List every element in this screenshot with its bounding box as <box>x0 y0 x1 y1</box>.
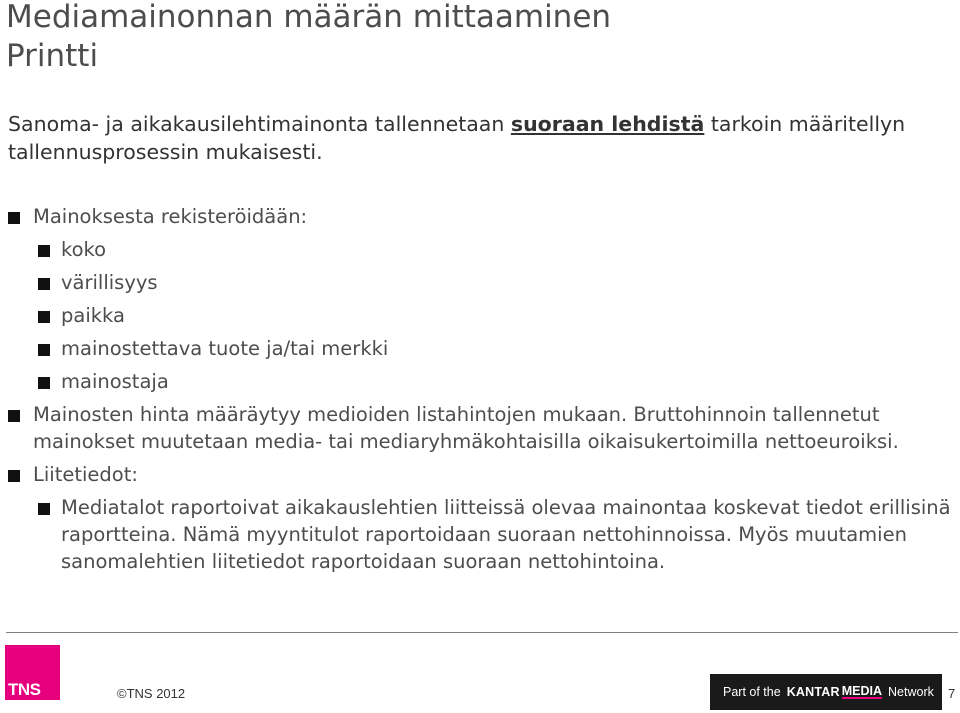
sub-bullet-item <box>0 302 960 329</box>
bullet-text: paikka <box>61 304 125 327</box>
copyright-notice: ©TNS 2012 <box>117 686 186 701</box>
bullet-square-icon <box>38 245 50 257</box>
bullet-text: Mainosten hinta määräytyy medioiden listahintojen mukaan. Bruttohinnoin tallennetut mainokset muutetaan media- tai mediaryhmäkohtaisilla oikaisukertoimilla nettoeuroiksi. <box>33 403 899 453</box>
slide-title-line1: Mediamainonnan määrän mittaaminen <box>6 0 612 35</box>
kantar-media-text: MEDIA <box>841 684 883 698</box>
bullet-text: Liitetiedot: <box>33 463 138 486</box>
bullet-square-icon <box>38 377 50 389</box>
footer-divider <box>6 632 958 633</box>
sub-bullet-item <box>0 269 960 296</box>
sub-bullet-item <box>0 494 960 575</box>
bullet-item <box>0 461 960 488</box>
sub-bullet-item <box>0 335 960 362</box>
bullet-square-icon <box>8 212 20 224</box>
bullet-item <box>0 401 960 455</box>
bullet-square-icon <box>8 470 20 482</box>
bullet-text: mainostaja <box>61 370 169 393</box>
bullet-text: mainostettava tuote ja/tai merkki <box>61 337 389 360</box>
bullet-text: Mediatalot raportoivat aikakauslehtien liitteissä olevaa mainontaa koskevat tiedot erillisinä raportteina. Nämä myyntitulot raportoidaan suoraan nettohinnoissa. Myös muutamien sanomalehtien liitetiedot raportoidaan suoraan nettohintoina. <box>61 496 951 573</box>
bullet-square-icon <box>38 311 50 323</box>
kantar-part-text: Part of the <box>723 685 781 699</box>
kantar-network-text: Network <box>888 685 934 699</box>
kantar-media-network-badge <box>710 674 942 710</box>
sub-bullet-item <box>0 368 960 395</box>
bullet-text: koko <box>61 238 107 261</box>
kantar-brand-text: KANTAR <box>786 685 840 699</box>
bullet-square-icon <box>8 410 20 422</box>
bullet-text: värillisyys <box>61 271 158 294</box>
tns-logo <box>5 645 60 700</box>
intro-paragraph <box>8 110 948 166</box>
page-number: 7 <box>948 686 956 701</box>
bullet-square-icon <box>38 344 50 356</box>
intro-text-emphasis: suoraan lehdistä <box>510 112 705 136</box>
slide-title-line2: Printti <box>6 38 99 74</box>
bullet-square-icon <box>38 278 50 290</box>
bullet-square-icon <box>38 503 50 515</box>
bullet-text: Mainoksesta rekisteröidään: <box>33 205 308 228</box>
sub-bullet-item <box>0 236 960 263</box>
slide-title <box>6 0 946 76</box>
intro-text-post: tarkoin määritellyn tallennusprosessin mukaisesti. <box>8 112 906 164</box>
intro-text-pre: Sanoma- ja aikakausilehtimainonta tallennetaan <box>8 112 511 136</box>
bullet-item <box>0 203 960 230</box>
tns-logo-text: TNS <box>8 680 41 699</box>
bullet-list <box>0 203 960 575</box>
